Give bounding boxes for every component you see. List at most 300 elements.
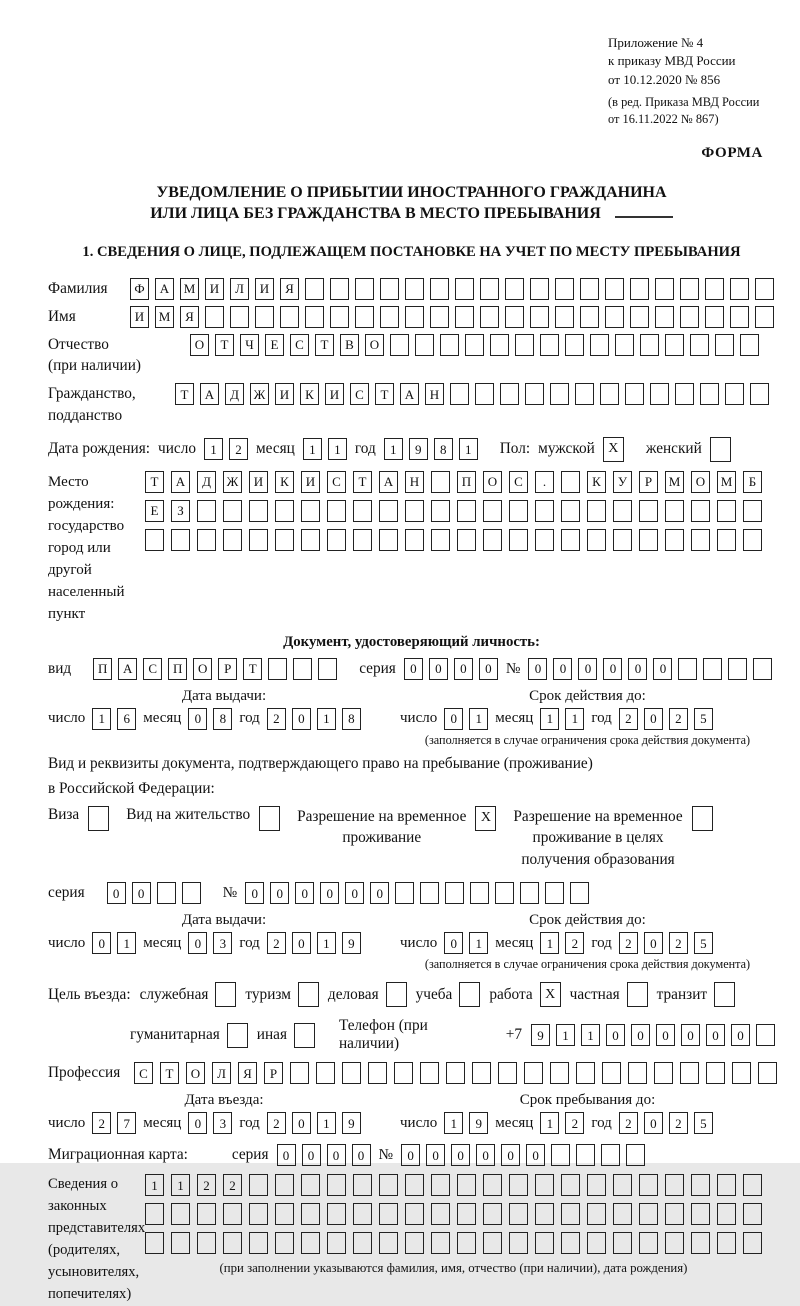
surname-cell[interactable] bbox=[430, 278, 449, 300]
given-name-cell[interactable] bbox=[580, 306, 599, 328]
patronymic-cell[interactable] bbox=[390, 334, 409, 356]
representatives-cell[interactable] bbox=[457, 1203, 476, 1225]
validity-year-cell[interactable]: 5 bbox=[694, 932, 713, 954]
birth-place-cell[interactable]: Т bbox=[353, 471, 372, 493]
birth-place-cell[interactable]: И bbox=[301, 471, 320, 493]
given-name-cell[interactable] bbox=[430, 306, 449, 328]
representatives-cell[interactable] bbox=[691, 1174, 710, 1196]
given-name-cell[interactable] bbox=[755, 306, 774, 328]
entry-year-cell[interactable]: 0 bbox=[292, 1112, 311, 1134]
patronymic-cell[interactable]: Е bbox=[265, 334, 284, 356]
citizenship-cell[interactable] bbox=[750, 383, 769, 405]
birth-place-cell[interactable] bbox=[145, 529, 164, 551]
birth-place-cell[interactable]: П bbox=[457, 471, 476, 493]
entry-month-cell[interactable]: 3 bbox=[213, 1112, 232, 1134]
given-name-cell[interactable] bbox=[330, 306, 349, 328]
given-name-cell[interactable] bbox=[255, 306, 274, 328]
patronymic-cell[interactable] bbox=[540, 334, 559, 356]
birth-place-cell[interactable] bbox=[301, 500, 320, 522]
issue-month-cell[interactable]: 0 bbox=[188, 932, 207, 954]
representatives-cell[interactable] bbox=[353, 1232, 372, 1254]
representatives-cell[interactable] bbox=[249, 1203, 268, 1225]
representatives-cell[interactable] bbox=[275, 1174, 294, 1196]
entry-month-cell[interactable]: 0 bbox=[188, 1112, 207, 1134]
migration-number-cell[interactable] bbox=[626, 1144, 645, 1166]
representatives-cell[interactable] bbox=[561, 1232, 580, 1254]
residence-number-cell[interactable] bbox=[470, 882, 489, 904]
identity-doc-number-cell[interactable]: 0 bbox=[628, 658, 647, 680]
phone-cell[interactable] bbox=[756, 1024, 775, 1046]
representatives-cell[interactable] bbox=[509, 1232, 528, 1254]
birth-place-cell[interactable] bbox=[613, 529, 632, 551]
surname-cell[interactable] bbox=[705, 278, 724, 300]
citizenship-cell[interactable]: Д bbox=[225, 383, 244, 405]
patronymic-cell[interactable] bbox=[665, 334, 684, 356]
citizenship-cell[interactable] bbox=[600, 383, 619, 405]
birth-place-cell[interactable] bbox=[639, 500, 658, 522]
citizenship-cell[interactable]: Ж bbox=[250, 383, 269, 405]
citizenship-cell[interactable] bbox=[625, 383, 644, 405]
residence-number-cell[interactable]: 0 bbox=[295, 882, 314, 904]
given-name-cell[interactable] bbox=[405, 306, 424, 328]
profession-cell[interactable] bbox=[498, 1062, 517, 1084]
representatives-cell[interactable] bbox=[197, 1232, 216, 1254]
phone-cell[interactable]: 9 bbox=[531, 1024, 550, 1046]
validity-day-cell[interactable]: 0 bbox=[444, 708, 463, 730]
birth-day-cell[interactable]: 2 bbox=[229, 438, 248, 460]
birth-month-cell[interactable]: 1 bbox=[303, 438, 322, 460]
profession-cell[interactable] bbox=[706, 1062, 725, 1084]
representatives-cell[interactable] bbox=[717, 1232, 736, 1254]
migration-number-cell[interactable]: 0 bbox=[426, 1144, 445, 1166]
surname-cell[interactable] bbox=[305, 278, 324, 300]
validity-year-cell[interactable]: 2 bbox=[669, 708, 688, 730]
representatives-cell[interactable] bbox=[535, 1232, 554, 1254]
patronymic-cell[interactable] bbox=[690, 334, 709, 356]
residence-number-cell[interactable] bbox=[445, 882, 464, 904]
representatives-cell[interactable] bbox=[639, 1174, 658, 1196]
edu-residence-checkbox[interactable] bbox=[692, 806, 713, 831]
surname-cell[interactable] bbox=[455, 278, 474, 300]
residence-number-cell[interactable]: 0 bbox=[270, 882, 289, 904]
visa-checkbox[interactable] bbox=[88, 806, 109, 831]
residence-number-cell[interactable]: 0 bbox=[320, 882, 339, 904]
citizenship-cell[interactable]: Т bbox=[175, 383, 194, 405]
profession-cell[interactable] bbox=[524, 1062, 543, 1084]
surname-cell[interactable]: Ф bbox=[130, 278, 149, 300]
profession-cell[interactable] bbox=[576, 1062, 595, 1084]
representatives-cell[interactable] bbox=[223, 1232, 242, 1254]
representatives-cell[interactable] bbox=[379, 1203, 398, 1225]
birth-place-cell[interactable]: Т bbox=[145, 471, 164, 493]
given-name-cell[interactable] bbox=[655, 306, 674, 328]
representatives-cell[interactable] bbox=[171, 1232, 190, 1254]
representatives-cell[interactable] bbox=[613, 1203, 632, 1225]
representatives-cell[interactable] bbox=[405, 1174, 424, 1196]
surname-cell[interactable] bbox=[680, 278, 699, 300]
representatives-cell[interactable] bbox=[665, 1232, 684, 1254]
citizenship-cell[interactable]: К bbox=[300, 383, 319, 405]
representatives-cell[interactable] bbox=[509, 1203, 528, 1225]
representatives-cell[interactable] bbox=[639, 1203, 658, 1225]
birth-place-cell[interactable] bbox=[431, 529, 450, 551]
surname-cell[interactable] bbox=[355, 278, 374, 300]
identity-doc-type-cell[interactable]: О bbox=[193, 658, 212, 680]
purpose-private-checkbox[interactable] bbox=[627, 982, 648, 1007]
birth-place-cell[interactable]: А bbox=[379, 471, 398, 493]
validity-year-cell[interactable]: 0 bbox=[644, 708, 663, 730]
validity-month-cell[interactable]: 1 bbox=[540, 708, 559, 730]
surname-cell[interactable]: Я bbox=[280, 278, 299, 300]
issue-year-cell[interactable]: 1 bbox=[317, 932, 336, 954]
issue-month-cell[interactable]: 8 bbox=[213, 708, 232, 730]
profession-cell[interactable] bbox=[368, 1062, 387, 1084]
representatives-cell[interactable] bbox=[457, 1232, 476, 1254]
birth-place-cell[interactable] bbox=[483, 529, 502, 551]
birth-place-cell[interactable] bbox=[197, 500, 216, 522]
entry-day-cell[interactable]: 2 bbox=[92, 1112, 111, 1134]
representatives-cell[interactable] bbox=[145, 1232, 164, 1254]
birth-place-cell[interactable] bbox=[535, 500, 554, 522]
birth-place-cell[interactable] bbox=[587, 500, 606, 522]
temp-residence-checkbox[interactable]: X bbox=[475, 806, 496, 831]
birth-place-cell[interactable] bbox=[561, 471, 580, 493]
patronymic-cell[interactable] bbox=[490, 334, 509, 356]
birth-place-cell[interactable] bbox=[587, 529, 606, 551]
profession-cell[interactable] bbox=[654, 1062, 673, 1084]
representatives-cell[interactable] bbox=[639, 1232, 658, 1254]
identity-doc-series-cell[interactable]: 0 bbox=[429, 658, 448, 680]
birth-place-cell[interactable]: О bbox=[483, 471, 502, 493]
representatives-cell[interactable] bbox=[457, 1174, 476, 1196]
patronymic-cell[interactable]: С bbox=[290, 334, 309, 356]
citizenship-cell[interactable] bbox=[500, 383, 519, 405]
representatives-cell[interactable] bbox=[743, 1203, 762, 1225]
birth-year-cell[interactable]: 8 bbox=[434, 438, 453, 460]
surname-cell[interactable] bbox=[605, 278, 624, 300]
profession-cell[interactable] bbox=[316, 1062, 335, 1084]
validity-year-cell[interactable]: 2 bbox=[619, 708, 638, 730]
phone-cell[interactable]: 1 bbox=[556, 1024, 575, 1046]
profession-cell[interactable] bbox=[602, 1062, 621, 1084]
identity-doc-number-cell[interactable]: 0 bbox=[653, 658, 672, 680]
surname-cell[interactable] bbox=[630, 278, 649, 300]
birth-place-cell[interactable] bbox=[665, 529, 684, 551]
migration-number-cell[interactable] bbox=[576, 1144, 595, 1166]
profession-cell[interactable] bbox=[550, 1062, 569, 1084]
representatives-cell[interactable]: 1 bbox=[171, 1174, 190, 1196]
birth-place-cell[interactable] bbox=[275, 500, 294, 522]
representatives-cell[interactable] bbox=[743, 1232, 762, 1254]
surname-cell[interactable] bbox=[730, 278, 749, 300]
representatives-cell[interactable] bbox=[717, 1203, 736, 1225]
birth-place-cell[interactable] bbox=[717, 500, 736, 522]
birth-year-cell[interactable]: 9 bbox=[409, 438, 428, 460]
identity-doc-type-cell[interactable]: П bbox=[93, 658, 112, 680]
birth-place-cell[interactable] bbox=[743, 500, 762, 522]
purpose-study-checkbox[interactable] bbox=[459, 982, 480, 1007]
given-name-cell[interactable] bbox=[555, 306, 574, 328]
identity-doc-type-cell[interactable]: С bbox=[143, 658, 162, 680]
birth-place-cell[interactable] bbox=[223, 529, 242, 551]
birth-place-cell[interactable]: У bbox=[613, 471, 632, 493]
representatives-cell[interactable] bbox=[431, 1232, 450, 1254]
patronymic-cell[interactable] bbox=[615, 334, 634, 356]
citizenship-cell[interactable] bbox=[525, 383, 544, 405]
birth-place-cell[interactable]: М bbox=[665, 471, 684, 493]
identity-doc-type-cell[interactable] bbox=[293, 658, 312, 680]
surname-cell[interactable] bbox=[380, 278, 399, 300]
representatives-cell[interactable] bbox=[379, 1174, 398, 1196]
entry-day-cell[interactable]: 7 bbox=[117, 1112, 136, 1134]
stay-day-cell[interactable]: 9 bbox=[469, 1112, 488, 1134]
issue-year-cell[interactable]: 0 bbox=[292, 708, 311, 730]
representatives-cell[interactable] bbox=[561, 1174, 580, 1196]
patronymic-cell[interactable] bbox=[590, 334, 609, 356]
representatives-cell[interactable]: 2 bbox=[223, 1174, 242, 1196]
stay-month-cell[interactable]: 1 bbox=[540, 1112, 559, 1134]
patronymic-cell[interactable]: Ч bbox=[240, 334, 259, 356]
migration-series-cell[interactable]: 0 bbox=[352, 1144, 371, 1166]
validity-month-cell[interactable]: 2 bbox=[565, 932, 584, 954]
birth-place-cell[interactable]: Б bbox=[743, 471, 762, 493]
birth-place-cell[interactable] bbox=[379, 500, 398, 522]
migration-number-cell[interactable] bbox=[601, 1144, 620, 1166]
surname-cell[interactable]: И bbox=[255, 278, 274, 300]
birth-place-cell[interactable] bbox=[665, 500, 684, 522]
validity-day-cell[interactable]: 1 bbox=[469, 708, 488, 730]
issue-day-cell[interactable]: 6 bbox=[117, 708, 136, 730]
representatives-cell[interactable] bbox=[171, 1203, 190, 1225]
given-name-cell[interactable] bbox=[730, 306, 749, 328]
birth-place-cell[interactable]: М bbox=[717, 471, 736, 493]
birth-place-cell[interactable]: С bbox=[509, 471, 528, 493]
representatives-cell[interactable] bbox=[275, 1232, 294, 1254]
birth-place-cell[interactable] bbox=[717, 529, 736, 551]
profession-cell[interactable] bbox=[628, 1062, 647, 1084]
representatives-cell[interactable] bbox=[301, 1232, 320, 1254]
representatives-cell[interactable] bbox=[431, 1174, 450, 1196]
citizenship-cell[interactable]: А bbox=[200, 383, 219, 405]
patronymic-cell[interactable]: Т bbox=[215, 334, 234, 356]
migration-series-cell[interactable]: 0 bbox=[277, 1144, 296, 1166]
residence-series-cell[interactable]: 0 bbox=[132, 882, 151, 904]
representatives-cell[interactable] bbox=[197, 1203, 216, 1225]
identity-doc-type-cell[interactable]: Р bbox=[218, 658, 237, 680]
purpose-humanitarian-checkbox[interactable] bbox=[227, 1023, 248, 1048]
birth-place-cell[interactable] bbox=[535, 529, 554, 551]
issue-year-cell[interactable]: 8 bbox=[342, 708, 361, 730]
validity-month-cell[interactable]: 1 bbox=[540, 932, 559, 954]
given-name-cell[interactable] bbox=[505, 306, 524, 328]
birth-place-cell[interactable] bbox=[457, 500, 476, 522]
surname-cell[interactable] bbox=[530, 278, 549, 300]
issue-day-cell[interactable]: 1 bbox=[92, 708, 111, 730]
representatives-cell[interactable] bbox=[327, 1203, 346, 1225]
validity-month-cell[interactable]: 1 bbox=[565, 708, 584, 730]
surname-cell[interactable] bbox=[655, 278, 674, 300]
representatives-cell[interactable] bbox=[379, 1232, 398, 1254]
issue-year-cell[interactable]: 9 bbox=[342, 932, 361, 954]
residence-series-cell[interactable]: 0 bbox=[107, 882, 126, 904]
profession-cell[interactable]: Я bbox=[238, 1062, 257, 1084]
birth-place-cell[interactable] bbox=[275, 529, 294, 551]
representatives-cell[interactable] bbox=[587, 1203, 606, 1225]
birth-place-cell[interactable] bbox=[431, 471, 450, 493]
representatives-cell[interactable]: 2 bbox=[197, 1174, 216, 1196]
identity-doc-number-cell[interactable]: 0 bbox=[528, 658, 547, 680]
birth-place-cell[interactable] bbox=[249, 500, 268, 522]
representatives-cell[interactable] bbox=[665, 1174, 684, 1196]
representatives-cell[interactable] bbox=[613, 1174, 632, 1196]
purpose-tourism-checkbox[interactable] bbox=[298, 982, 319, 1007]
representatives-cell[interactable] bbox=[535, 1174, 554, 1196]
citizenship-cell[interactable]: С bbox=[350, 383, 369, 405]
entry-year-cell[interactable]: 1 bbox=[317, 1112, 336, 1134]
purpose-commercial-checkbox[interactable] bbox=[386, 982, 407, 1007]
profession-cell[interactable] bbox=[758, 1062, 777, 1084]
patronymic-cell[interactable]: О bbox=[365, 334, 384, 356]
validity-year-cell[interactable]: 2 bbox=[619, 932, 638, 954]
surname-cell[interactable]: И bbox=[205, 278, 224, 300]
representatives-cell[interactable] bbox=[483, 1174, 502, 1196]
given-name-cell[interactable] bbox=[480, 306, 499, 328]
citizenship-cell[interactable] bbox=[700, 383, 719, 405]
issue-year-cell[interactable]: 1 bbox=[317, 708, 336, 730]
representatives-cell[interactable] bbox=[145, 1203, 164, 1225]
birth-place-cell[interactable] bbox=[223, 500, 242, 522]
patronymic-cell[interactable] bbox=[715, 334, 734, 356]
birth-place-cell[interactable]: Ж bbox=[223, 471, 242, 493]
birth-place-cell[interactable] bbox=[509, 500, 528, 522]
stay-year-cell[interactable]: 2 bbox=[669, 1112, 688, 1134]
birth-place-cell[interactable]: К bbox=[275, 471, 294, 493]
given-name-cell[interactable] bbox=[355, 306, 374, 328]
given-name-cell[interactable] bbox=[605, 306, 624, 328]
birth-place-cell[interactable] bbox=[743, 529, 762, 551]
citizenship-cell[interactable]: Н bbox=[425, 383, 444, 405]
migration-number-cell[interactable]: 0 bbox=[401, 1144, 420, 1166]
surname-cell[interactable] bbox=[405, 278, 424, 300]
given-name-cell[interactable]: Я bbox=[180, 306, 199, 328]
citizenship-cell[interactable] bbox=[650, 383, 669, 405]
representatives-cell[interactable] bbox=[223, 1203, 242, 1225]
birth-place-cell[interactable] bbox=[353, 529, 372, 551]
representatives-cell[interactable] bbox=[717, 1174, 736, 1196]
citizenship-cell[interactable] bbox=[575, 383, 594, 405]
residence-number-cell[interactable] bbox=[495, 882, 514, 904]
issue-day-cell[interactable]: 0 bbox=[92, 932, 111, 954]
birth-place-cell[interactable] bbox=[457, 529, 476, 551]
surname-cell[interactable] bbox=[505, 278, 524, 300]
representatives-cell[interactable] bbox=[665, 1203, 684, 1225]
profession-cell[interactable]: Р bbox=[264, 1062, 283, 1084]
citizenship-cell[interactable] bbox=[675, 383, 694, 405]
citizenship-cell[interactable] bbox=[475, 383, 494, 405]
birth-place-cell[interactable] bbox=[613, 500, 632, 522]
patronymic-cell[interactable] bbox=[415, 334, 434, 356]
stay-day-cell[interactable]: 1 bbox=[444, 1112, 463, 1134]
birth-place-cell[interactable] bbox=[405, 500, 424, 522]
validity-day-cell[interactable]: 0 bbox=[444, 932, 463, 954]
representatives-cell[interactable] bbox=[587, 1232, 606, 1254]
birth-place-cell[interactable]: Р bbox=[639, 471, 658, 493]
identity-doc-series-cell[interactable]: 0 bbox=[404, 658, 423, 680]
residence-series-cell[interactable] bbox=[182, 882, 201, 904]
birth-place-cell[interactable] bbox=[691, 529, 710, 551]
residence-number-cell[interactable]: 0 bbox=[245, 882, 264, 904]
residence-series-cell[interactable] bbox=[157, 882, 176, 904]
identity-doc-number-cell[interactable] bbox=[678, 658, 697, 680]
birth-place-cell[interactable]: С bbox=[327, 471, 346, 493]
birth-place-cell[interactable] bbox=[379, 529, 398, 551]
stay-year-cell[interactable]: 5 bbox=[694, 1112, 713, 1134]
given-name-cell[interactable] bbox=[205, 306, 224, 328]
surname-cell[interactable]: А bbox=[155, 278, 174, 300]
sex-female-checkbox[interactable] bbox=[710, 437, 731, 462]
birth-place-cell[interactable] bbox=[327, 500, 346, 522]
patronymic-cell[interactable] bbox=[440, 334, 459, 356]
phone-cell[interactable]: 0 bbox=[706, 1024, 725, 1046]
profession-cell[interactable] bbox=[420, 1062, 439, 1084]
issue-year-cell[interactable]: 2 bbox=[267, 708, 286, 730]
representatives-cell[interactable] bbox=[405, 1203, 424, 1225]
given-name-cell[interactable]: И bbox=[130, 306, 149, 328]
representatives-cell[interactable] bbox=[483, 1203, 502, 1225]
residence-number-cell[interactable]: 0 bbox=[345, 882, 364, 904]
given-name-cell[interactable] bbox=[680, 306, 699, 328]
representatives-cell[interactable] bbox=[327, 1174, 346, 1196]
validity-year-cell[interactable]: 2 bbox=[669, 932, 688, 954]
stay-year-cell[interactable]: 2 bbox=[619, 1112, 638, 1134]
birth-place-cell[interactable]: А bbox=[171, 471, 190, 493]
birth-place-cell[interactable] bbox=[353, 500, 372, 522]
given-name-cell[interactable] bbox=[305, 306, 324, 328]
profession-cell[interactable] bbox=[732, 1062, 751, 1084]
surname-cell[interactable]: М bbox=[180, 278, 199, 300]
profession-cell[interactable] bbox=[394, 1062, 413, 1084]
identity-doc-type-cell[interactable]: П bbox=[168, 658, 187, 680]
birth-place-cell[interactable] bbox=[561, 500, 580, 522]
identity-doc-series-cell[interactable]: 0 bbox=[454, 658, 473, 680]
purpose-business-checkbox[interactable] bbox=[215, 982, 236, 1007]
representatives-cell[interactable] bbox=[535, 1203, 554, 1225]
issue-month-cell[interactable]: 0 bbox=[188, 708, 207, 730]
given-name-cell[interactable]: М bbox=[155, 306, 174, 328]
identity-doc-type-cell[interactable] bbox=[318, 658, 337, 680]
citizenship-cell[interactable]: И bbox=[275, 383, 294, 405]
profession-cell[interactable]: Т bbox=[160, 1062, 179, 1084]
birth-place-cell[interactable] bbox=[249, 529, 268, 551]
phone-cell[interactable]: 0 bbox=[656, 1024, 675, 1046]
purpose-work-checkbox[interactable]: X bbox=[540, 982, 561, 1007]
representatives-cell[interactable] bbox=[353, 1174, 372, 1196]
birth-place-cell[interactable] bbox=[327, 529, 346, 551]
profession-cell[interactable] bbox=[446, 1062, 465, 1084]
profession-cell[interactable]: С bbox=[134, 1062, 153, 1084]
residence-number-cell[interactable]: 0 bbox=[370, 882, 389, 904]
given-name-cell[interactable] bbox=[280, 306, 299, 328]
given-name-cell[interactable] bbox=[630, 306, 649, 328]
stay-year-cell[interactable]: 0 bbox=[644, 1112, 663, 1134]
patronymic-cell[interactable] bbox=[740, 334, 759, 356]
given-name-cell[interactable] bbox=[230, 306, 249, 328]
representatives-cell[interactable] bbox=[405, 1232, 424, 1254]
residence-permit-checkbox[interactable] bbox=[259, 806, 280, 831]
representatives-cell[interactable] bbox=[613, 1232, 632, 1254]
citizenship-cell[interactable]: Т bbox=[375, 383, 394, 405]
residence-number-cell[interactable] bbox=[545, 882, 564, 904]
